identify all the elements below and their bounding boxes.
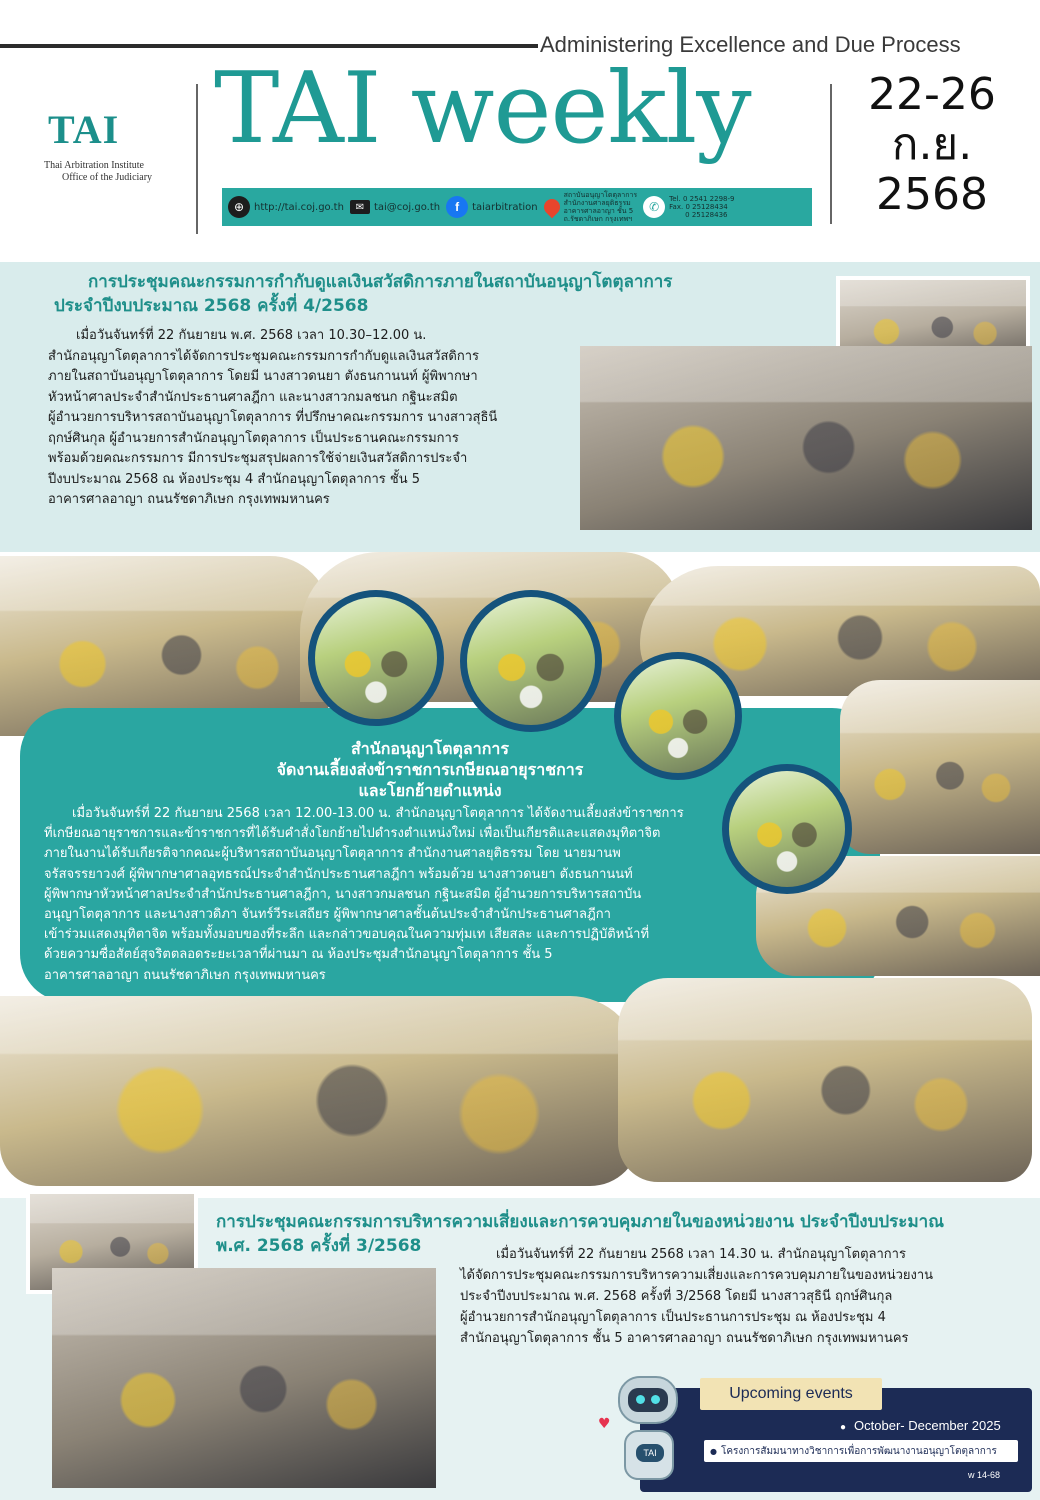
logo-office-name: Office of the Judiciary <box>62 172 153 183</box>
tagline: Administering Excellence and Due Process <box>540 32 961 57</box>
masthead-title: TAI weekly <box>214 52 751 166</box>
mail-icon: ✉ <box>350 200 370 214</box>
logo-org-name: Thai Arbitration Institute <box>44 160 144 171</box>
robot-body <box>624 1430 674 1480</box>
section3-body: เมื่อวันจันทร์ที่ 22 กันยายน 2568 เวลา 14.30 น. สำนักอนุญาโตตุลาการ ได้จัดการประชุมคณะกรรมการบริหารความเสี่ยงและการควบคุมภายในของหน่วยงาน ประจำปีงบประมาณ พ.ศ. 2568 ครั้งที่ 3/2568 โดยมี นางสาวสุธินี ฤกษ์ศินกุล ผู้อำนวยการสำนักอนุญาโตตุลาการ เป็นประธานการประชุม ณ ห้องประชุม 4 สำนักอนุญาโตตุลาการ ชั้น 5 อาคารศาลอาญา ถนนรัชดาภิเษก กรุงเทพมหานคร <box>460 1247 934 1346</box>
contact-phone <box>643 195 734 219</box>
facebook-icon: f <box>446 196 468 218</box>
tai-logo <box>40 106 168 186</box>
issue-date-days: 22-26 <box>868 69 996 120</box>
top-rule <box>0 44 538 48</box>
issue-date-month: ก.ย. <box>891 119 973 170</box>
contact-website[interactable] <box>228 196 344 218</box>
email-text: tai@coj.go.th <box>373 201 441 213</box>
contact-facebook[interactable] <box>446 196 538 218</box>
section1-body: เมื่อวันจันทร์ที่ 22 กันยายน พ.ศ. 2568 เวลา 10.30–12.00 น. สำนักอนุญาโตตุลาการได้จัดการประชุมคณะกรรมการกำกับดูแลเงินสวัสดิการ ภายในสถาบันอนุญาโตตุลาการ โดยมี นางสาวดนยา ตังธนกานนท์ ผู้พิพากษา หัวหน้าศาลประจำสำนักประธานศาลฎีกา และนางสาวกมลชนก กฐินะสมิต ผู้อำนวยการบริหารสถาบันอนุญาโตตุลาการ ที่ปรึกษาคณะกรรมการ นางสาวสุธินี ฤกษ์ศินกุล ผู้อำนวยการสำนักอนุญาโตตุลาการ เป็นประธานคณะกรรมการ พร้อมด้วยคณะกรรมการ มีการประชุมสรุปผลการใช้จ่ายเงินสวัสดิการประจำ ปีงบประมาณ 2568 ณ ห้องประชุม 4 สำนักอนุญาโตตุลาการ ชั้น 5 อาคารศาลอาญา ถนนรัชดาภิเษก กรุงเทพมหานคร <box>48 328 498 507</box>
farewell-photo-dining <box>0 996 640 1186</box>
globe-icon: ⊕ <box>228 196 250 218</box>
issue-date <box>852 70 1012 220</box>
contact-email[interactable] <box>350 200 440 214</box>
header-divider-right <box>830 84 832 224</box>
upcoming-event-item <box>704 1440 1018 1462</box>
section2-body: เมื่อวันจันทร์ที่ 22 กันยายน 2568 เวลา 12.00-13.00 น. สำนักอนุญาโตตุลาการ ได้จัดงานเลี้ยงส่งข้าราชการ ที่เกษียณอายุราชการและข้าราชการที่ได้รับคำสั่งโยกย้ายไปดำรงตำแหน่งใหม่ เพื่อเป็นเกียรติและแสดงมุทิตาจิต ภายในงานได้รับเกียรติจากคณะผู้บริหารสถาบันอนุญาโตตุลาการ สำนักงานศาลยุติธรรม โดย นายมานพ จรัสจรรยาวงศ์ ผู้พิพากษาศาลอุทธรณ์ประจำสำนักประธานศาลฎีกา พร้อมด้วย นางสาวดนยา ตังธนกานนท์ ผู้พิพากษาหัวหน้าศาลประจำสำนักประธานศาลฎีกา, นางสาวกมลชนก กฐินะสมิต ผู้อำนวยการบริหารสถาบัน อนุญาโตตุลาการ และนางสาวดิภา จันทร์วีระเสถียร ผู้พิพากษาศาลชั้นต้นประจำสำนักประธานศาลฎีกา เข้าร่วมแสดงมุทิตาจิต พร้อมทั้งมอบของที่ระลึก และกล่าวขอบคุณในความทุ่มเท เสียสละ และการปฏิบัติหน้าที่ ด้วยความซื่อสัตย์สุจริตตลอดระยะเวลาที่ผ่านมา ณ ห้องประชุมสำนักอนุญาโตตุลาการ ชั้น 5 อาคารศาลอาญา ถนนรัชดาภิเษก กรุงเทพมหานคร <box>44 806 684 983</box>
bullet-icon: ● <box>710 1446 717 1456</box>
section2-title: สำนักอนุญาโตตุลาการ จัดงานเลี้ยงส่งข้าราชการเกษียณอายุราชการ และโยกย้ายตำแหน่ง <box>276 739 584 800</box>
farewell-photo-group-standing <box>618 978 1032 1182</box>
contact-bar <box>222 188 812 226</box>
gift-photo-circle-3 <box>614 652 742 780</box>
upcoming-event-text: โครงการสัมมนาทางวิชาการเพื่อการพัฒนางานอนุญาโตตุลาการ <box>720 1445 997 1457</box>
contact-address <box>544 191 638 223</box>
gift-photo-circle-2 <box>460 590 602 732</box>
heart-icon: ♥ <box>598 1416 611 1432</box>
section3-title: การประชุมคณะกรรมการบริหารความเสี่ยงและการควบคุมภายในของหน่วยงาน ประจำปีงบประมาณ พ.ศ. 2568 ครั้งที่ 3/2568 <box>216 1212 944 1256</box>
section3-photo-main <box>52 1268 436 1488</box>
farewell-photo-presenter <box>840 680 1040 854</box>
address-text: สถาบันอนุญาโตตุลาการ สำนักงานศาลยุติธรรม อาคารศาลอาญา ชั้น 5 ถ.รัชดาภิเษก กรุงเทพฯ <box>563 191 638 223</box>
robot-mascot-icon <box>596 1372 692 1496</box>
facebook-text: taiarbitration <box>472 201 538 213</box>
logo-mark: TAI <box>48 107 120 152</box>
issue-date-year: 2568 <box>876 169 988 220</box>
section1-title: การประชุมคณะกรรมการกำกับดูแลเงินสวัสดิการภายในสถาบันอนุญาโตตุลาการ ประจำปีงบประมาณ 2568 ครั้งที่ 4/2568 <box>54 272 673 316</box>
section1-photo-main <box>580 346 1032 530</box>
phone-icon: ✆ <box>643 196 665 218</box>
upcoming-period: ● October- December 2025 <box>840 1418 1001 1433</box>
gift-photo-circle-1 <box>308 590 444 726</box>
issue-code: w 14-68 <box>968 1470 1001 1480</box>
robot-head <box>618 1376 678 1424</box>
upcoming-events-tab: Upcoming events <box>700 1378 882 1410</box>
header-divider-left <box>196 84 198 234</box>
phone-text: Tel. 0 2541 2298-9 Fax. 0 25128434 0 25128436 <box>669 195 735 219</box>
website-text: http://tai.coj.go.th <box>254 201 344 213</box>
location-pin-icon <box>540 196 563 219</box>
robot-badge: TAI <box>636 1444 664 1462</box>
